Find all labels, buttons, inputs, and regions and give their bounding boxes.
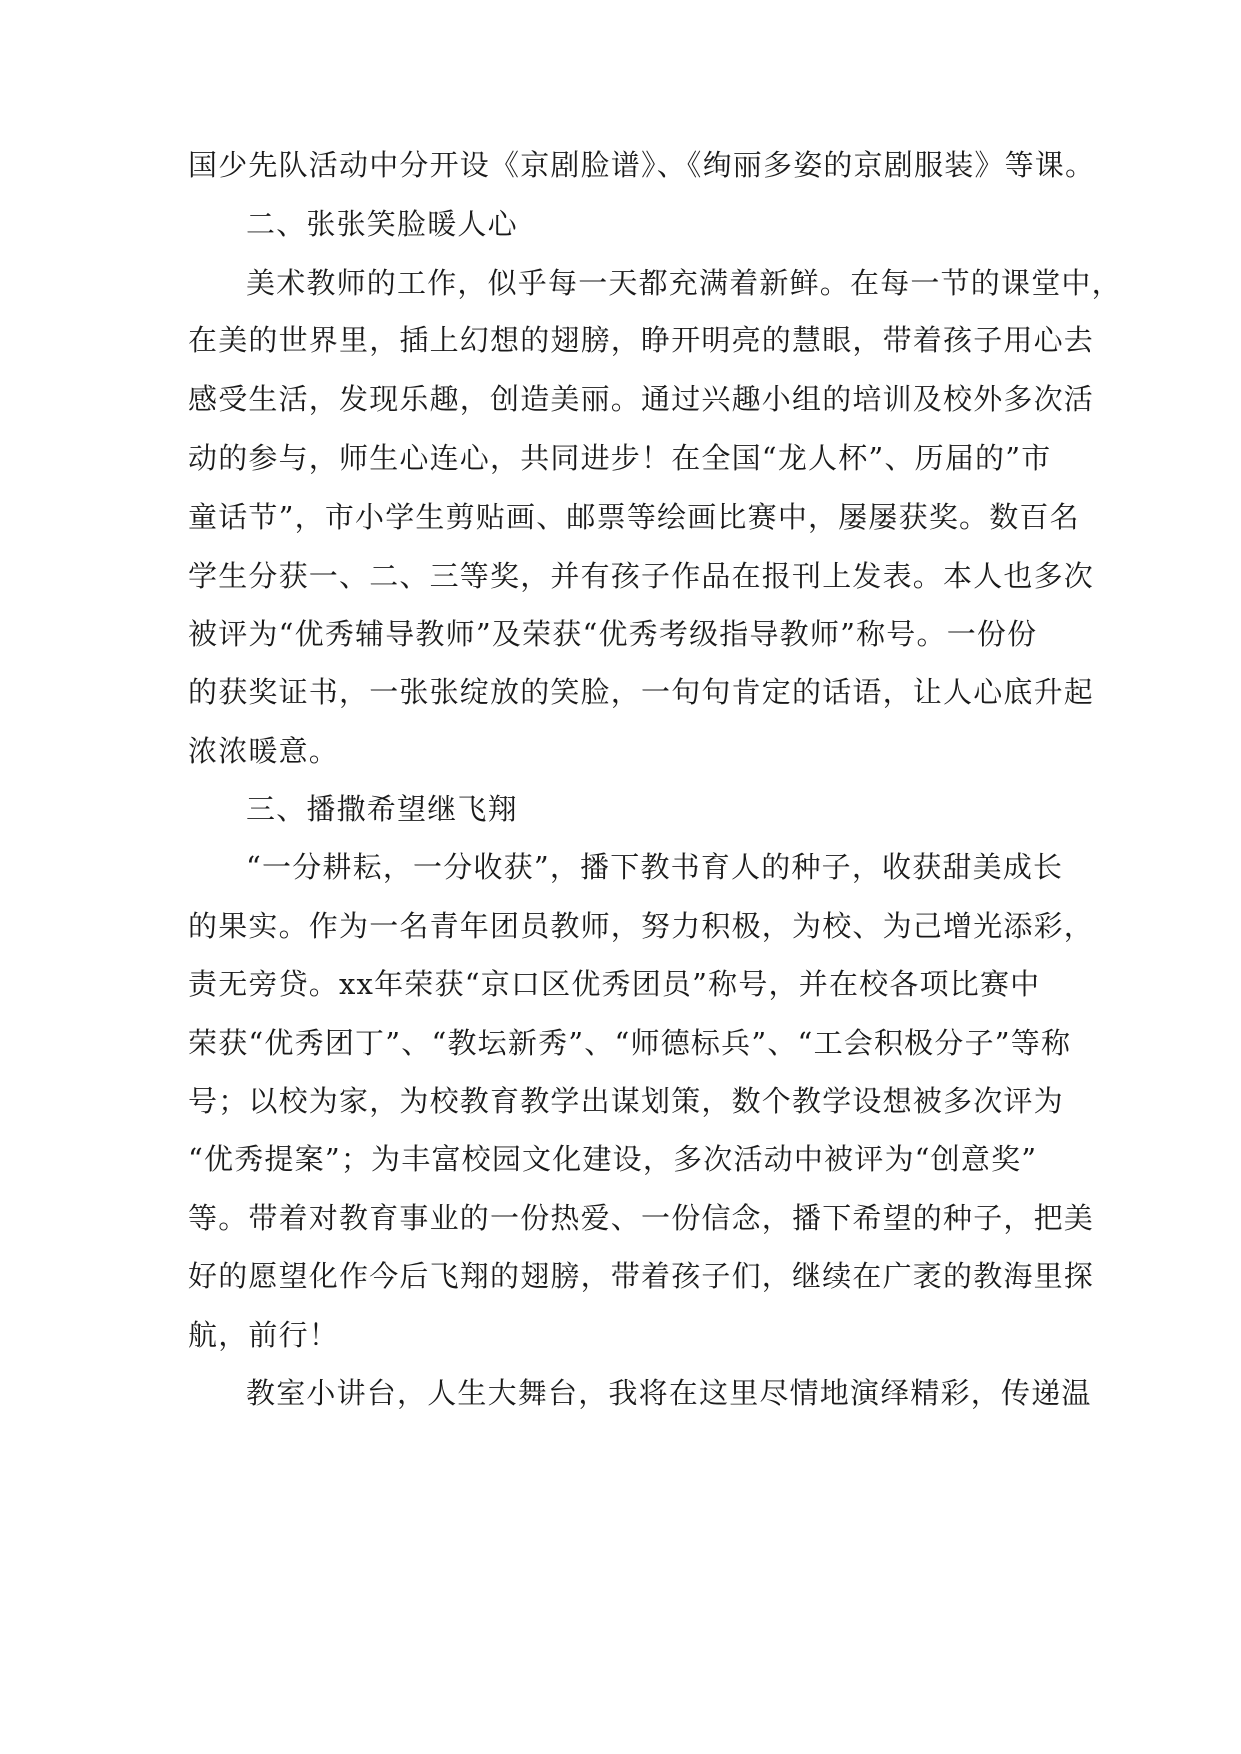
paragraph-line: 好的愿望化作今后飞翔的翅膀，带着孩子们，继续在广袤的教海里探 <box>188 1259 1095 1293</box>
paragraph-line: 航，前行！ <box>188 1318 340 1352</box>
paragraph-line: 浓浓暖意。 <box>188 734 340 768</box>
paragraph-line: “优秀提案”；为丰富校园文化建设，多次活动中被评为“创意奖” <box>188 1142 1038 1176</box>
section-heading-3: 三、播撒希望继飞翔 <box>246 792 518 826</box>
paragraph-line: 的果实。作为一名青年团员教师，努力积极，为校、为己增光添彩， <box>188 909 1095 943</box>
paragraph-line: 国少先队活动中分开设《京剧脸谱》、《绚丽多姿的京剧服装》等课。 <box>188 148 1096 182</box>
paragraph-line: 动的参与，师生心连心，共同进步！在全国“龙人杯”、历届的”市 <box>188 441 1052 475</box>
paragraph-line: 童话节”，市小学生剪贴画、邮票等绘画比赛中，屡屡获奖。数百名 <box>188 500 1080 534</box>
paragraph-line: 美术教师的工作，似乎每一天都充满着新鲜。在每一节的课堂中， <box>246 266 1122 300</box>
paragraph-line: 教室小讲台，人生大舞台，我将在这里尽情地演绎精彩，传递温 <box>246 1376 1092 1410</box>
paragraph-line: “一分耕耘，一分收获”，播下教书育人的种子，收获甜美成长 <box>246 850 1064 884</box>
section-heading-2: 二、张张笑脸暖人心 <box>246 207 518 241</box>
paragraph-line: 号；以校为家，为校教育教学出谋划策，数个教学设想被多次评为 <box>188 1084 1064 1118</box>
paragraph-line: 等。带着对教育事业的一份热爱、一份信念，播下希望的种子，把美 <box>188 1201 1095 1235</box>
paragraph-line: 被评为“优秀辅导教师”及荣获“优秀考级指导教师”称号。一份份 <box>188 617 1038 651</box>
paragraph-line: 的获奖证书，一张张绽放的笑脸，一句句肯定的话语，让人心底升起 <box>188 675 1095 709</box>
paragraph-line: 荣获“优秀团丁”、“教坛新秀”、“师德标兵”、“工会积极分子”等称 <box>188 1026 1072 1060</box>
paragraph-line: 学生分获一、二、三等奖，并有孩子作品在报刊上发表。本人也多次 <box>188 559 1095 593</box>
paragraph-line: 感受生活，发现乐趣，创造美丽。通过兴趣小组的培训及校外多次活 <box>188 382 1095 416</box>
paragraph-line: 责无旁贷。xx年荣获“京口区优秀团员”称号，并在校各项比赛中 <box>188 967 1041 1001</box>
paragraph-line: 在美的世界里，插上幻想的翅膀，睁开明亮的慧眼，带着孩子用心去 <box>188 323 1095 357</box>
